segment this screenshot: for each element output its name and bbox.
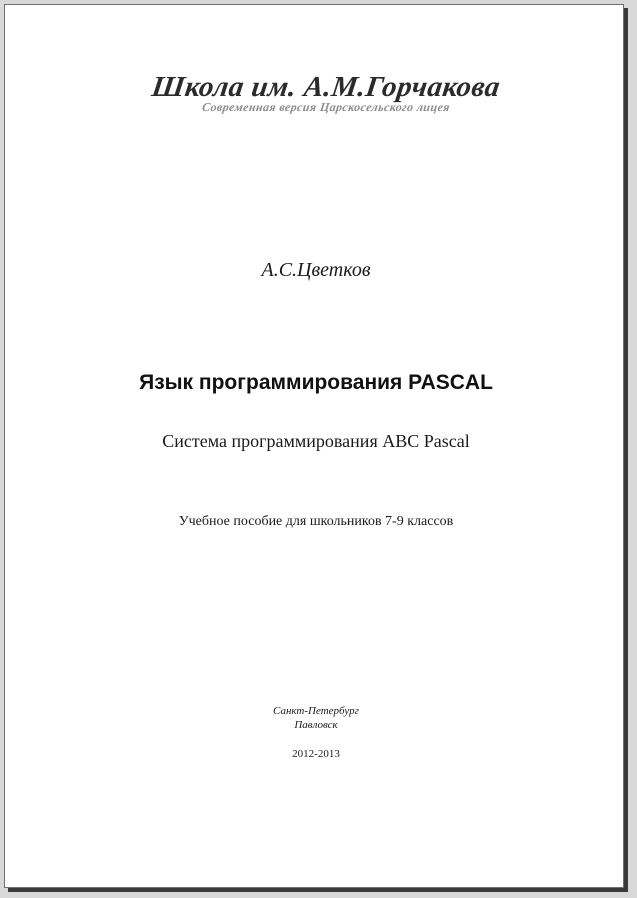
- school-logo-title: Школа им. А.М.Горчакова: [149, 71, 503, 103]
- document-page: [4, 4, 624, 888]
- author-name: А.С.Цветков: [261, 259, 371, 281]
- book-title: Язык программирования PASCAL: [139, 371, 493, 394]
- publication-years: 2012-2013: [292, 748, 340, 760]
- place-line-2: Павловск: [294, 719, 338, 731]
- book-subtitle: Система программирования ABC Pascal: [162, 431, 470, 451]
- school-logo-subtitle: Современная версия Царскосельского лицея: [201, 100, 451, 114]
- place-line-1: Санкт-Петербург: [273, 705, 359, 717]
- audience-note: Учебное пособие для школьников 7-9 классов: [178, 514, 454, 529]
